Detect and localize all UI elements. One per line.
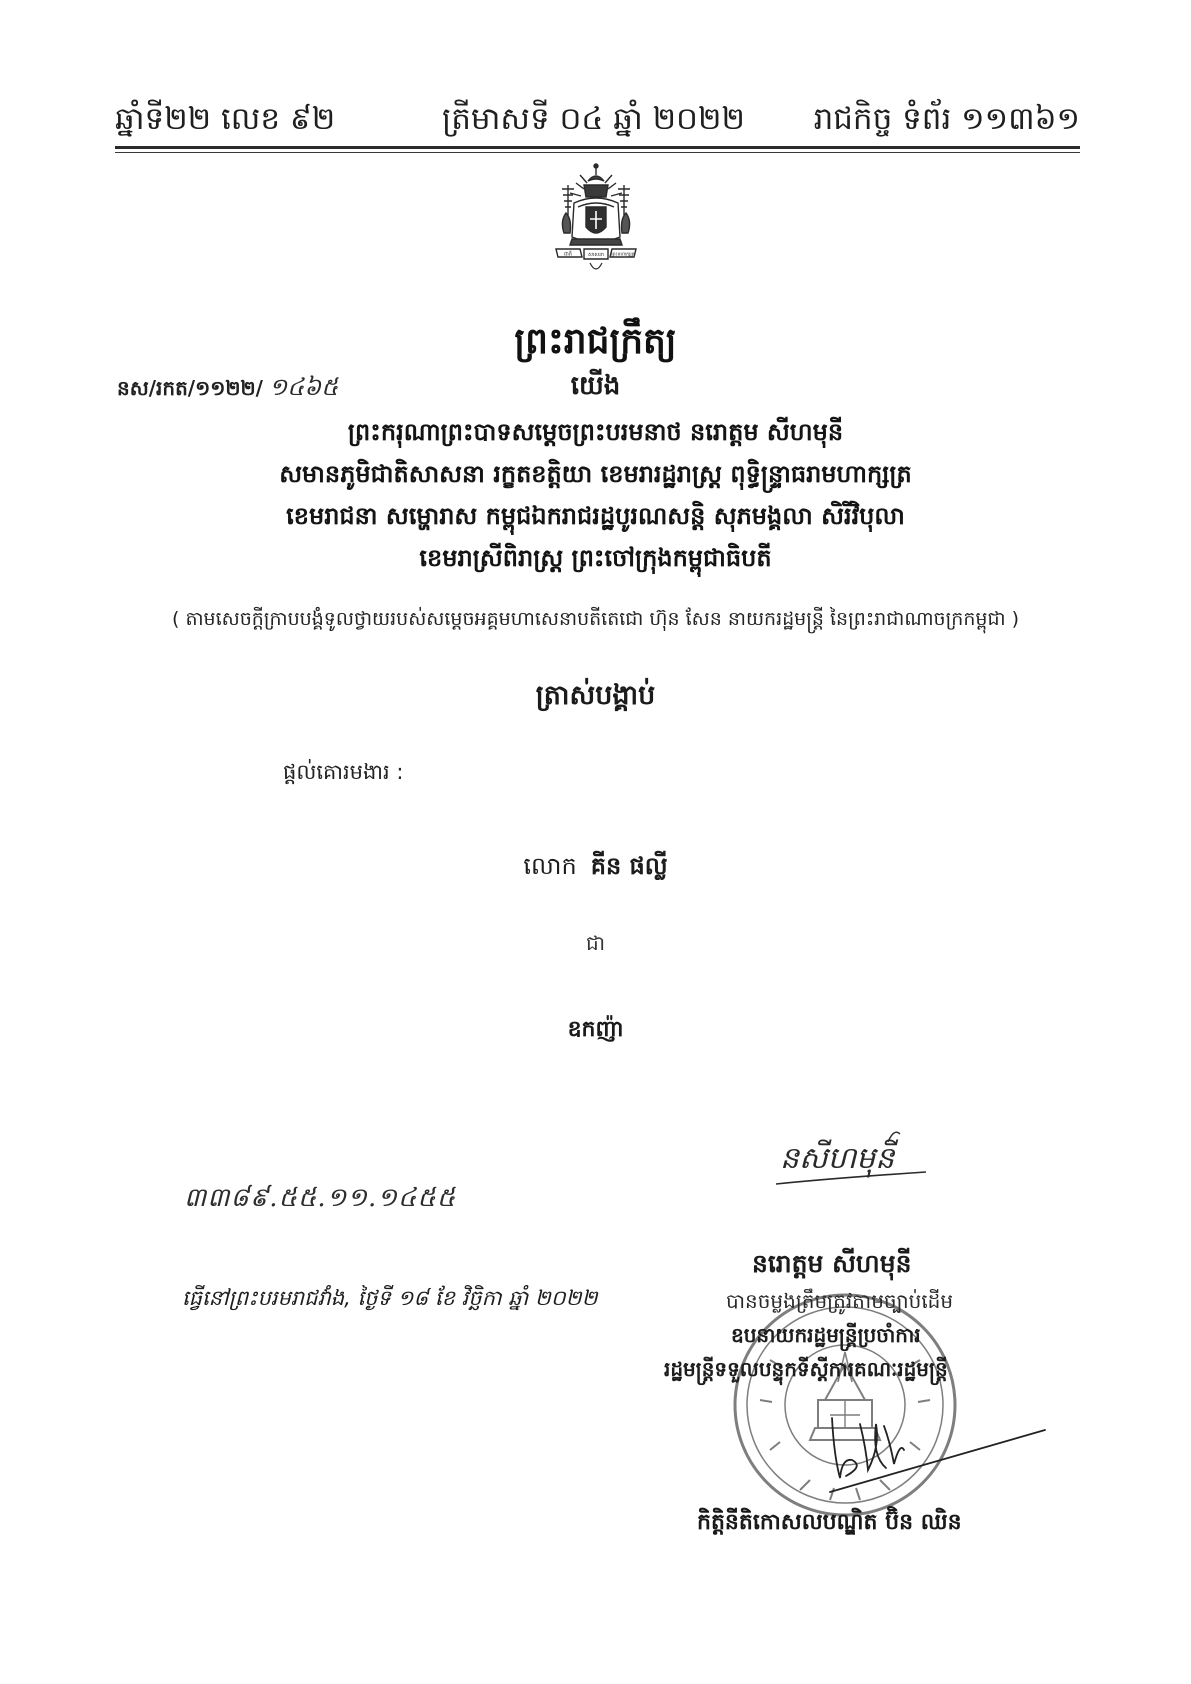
minister-in-charge-title: រដ្ឋមន្ត្រីទទួលបន្ទុកទីស្តីការគណៈរដ្ឋមន្ត្រី	[664, 1357, 948, 1381]
minister-name: កិត្តិនីតិកោសលបណ្ឌិត ប៊ិន ឈិន	[697, 1510, 962, 1535]
signing-date: ធ្វើនៅព្រះបរមរាជវាំង, ថ្ងៃទី ១៨ ខែ វិច្ឆិកា ឆ្នាំ ២០២២	[182, 1286, 598, 1310]
king-signature	[776, 1124, 936, 1194]
document-title: ព្រះរាជក្រឹត្យ	[514, 321, 677, 362]
king-title-line: សមានភូមិជាតិសាសនា រក្ខតខត្តិយា ខេមរារដ្ឋរាស្ត្រ ពុទ្ធិន្ទ្រាធរាមហាក្សត្រ	[279, 460, 912, 488]
header-divider	[115, 146, 1080, 149]
granted-rank: ឧកញ៉ា	[567, 1017, 624, 1042]
header-divider-thin	[115, 152, 1080, 153]
reference-note: ( តាមសេចក្តីក្រាបបង្គំទូលថ្វាយរបស់សម្តេចអគ្គមហាសេនាបតីតេជោ ហ៊ុន សែន នាយករដ្ឋមន្ត្រី នៃព្រះរាជាណាចក្រកម្ពុជា )	[172, 608, 1019, 630]
deputy-pm-title: ឧបនាយករដ្ឋមន្ត្រីប្រចាំការ	[731, 1323, 921, 1347]
gazette-quarter: ត្រីមាសទី ០៤ ឆ្នាំ ២០២២	[442, 101, 745, 137]
handwritten-reference: ៣៣៨៩.៥៥.១១.១៤៥៥	[184, 1183, 457, 1213]
king-title-line: ខេមរាជនា សម្ហោរាស កម្ពុជឯករាជរដ្ឋបូរណសន្តិ សុភមង្គលា សិរីវិបុលា	[286, 502, 905, 530]
king-title-line: ខេមរាស្រីពិរាស្ត្រ ព្រះចៅក្រុងកម្ពុជាធិបតី	[419, 544, 772, 572]
king-titles	[0, 411, 1191, 579]
certified-copy-line: បានចម្លងត្រឹមត្រូវតាមច្បាប់ដើម	[726, 1289, 954, 1313]
we-heading: យើង	[570, 371, 621, 401]
decree-number-handwritten: ១៤៦៥	[268, 373, 339, 401]
king-title-line: ព្រះករុណាព្រះបាទសម្តេចព្រះបរមនាថ នរោត្តម សីហមុនី	[347, 418, 844, 446]
emblem-ribbon-center: សាសនា	[588, 252, 604, 258]
recipient-name: គីន ផល្លី	[590, 852, 668, 880]
minister-signature	[820, 1396, 1050, 1506]
decree-number-prefix: នស/រកត/១១២២/	[117, 376, 263, 400]
emblem-ribbon-right: ព្រះមហាក្សត្រ	[611, 252, 635, 258]
hereby-decides-heading: ត្រាស់បង្គាប់	[535, 680, 656, 711]
king-signature-text: នសីហមុនី	[780, 1141, 895, 1176]
king-name: នរោត្តម សីហមុនី	[752, 1249, 912, 1278]
as-connector: ជា	[585, 931, 606, 955]
emblem-ribbon-left: ជាតិ	[564, 251, 572, 258]
gazette-year-issue: ឆ្នាំទី២២ លេខ ៩២	[115, 101, 336, 137]
recipient	[0, 848, 1191, 884]
gazette-page-number: រាជកិច្ច ទំព័រ ១១៣៦១	[813, 101, 1080, 137]
grant-title-label: ផ្តល់គោរមងារ :	[283, 760, 404, 784]
recipient-honorific: លោក	[523, 852, 577, 880]
gazette-header	[115, 96, 1080, 142]
royal-coat-of-arms-icon	[550, 163, 642, 277]
